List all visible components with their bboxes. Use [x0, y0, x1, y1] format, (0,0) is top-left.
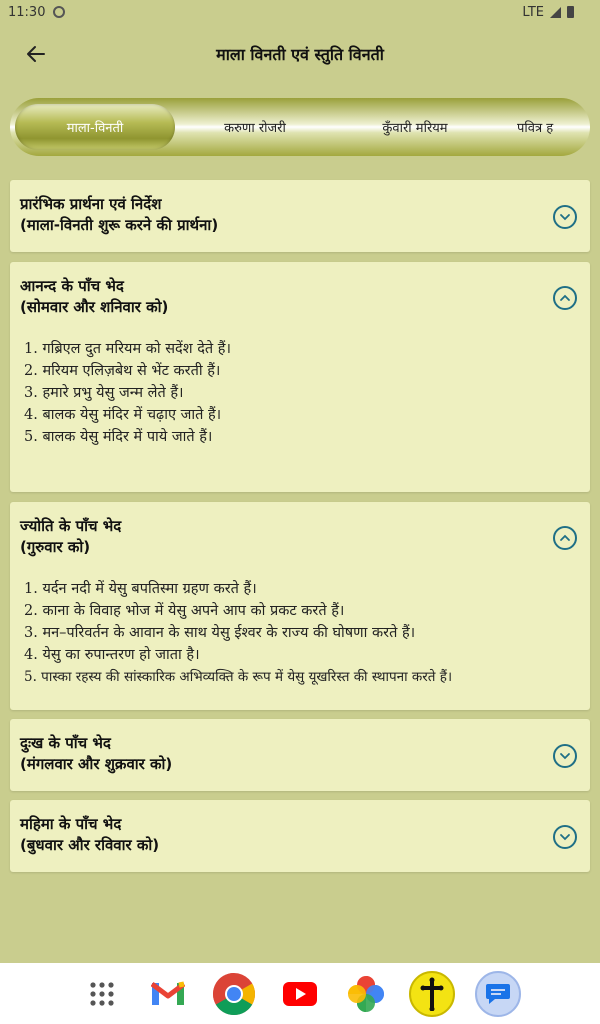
list-item: 2. काना के विवाह भोज में येसु अपने आप को प्रकट करते हैं।	[24, 603, 345, 619]
section-card	[10, 800, 590, 872]
list-item: 1. यर्दन नदी में येसु बपतिस्मा ग्रहण करते हैं।	[24, 581, 257, 597]
section-card	[10, 262, 590, 492]
list-item: 4. येसु का रुपान्तरण हो जाता है।	[24, 647, 200, 663]
tab-mala-vinati[interactable]: माला-विनती	[15, 104, 175, 150]
back-button[interactable]	[22, 40, 50, 68]
section-subtitle: (सोमवार और शनिवार को)	[20, 298, 169, 316]
app-dock	[0, 963, 600, 1024]
photos-icon[interactable]	[343, 971, 389, 1017]
arrow-left-icon	[26, 44, 46, 64]
chevron-down-icon[interactable]	[553, 825, 577, 849]
section-subtitle: (गुरुवार को)	[20, 538, 91, 556]
section-header[interactable]	[10, 502, 590, 558]
cross-app-icon[interactable]	[409, 971, 455, 1017]
chevron-down-icon[interactable]	[553, 205, 577, 229]
tab-bar	[10, 98, 590, 156]
list-item: 3. हमारे प्रभु येसु जन्म लेते हैं।	[24, 385, 184, 401]
section-title: महिमा के पाँच भेद	[20, 815, 122, 833]
mystery-list	[10, 318, 590, 448]
youtube-icon[interactable]	[277, 971, 323, 1017]
status-left	[8, 5, 65, 20]
section-card	[10, 180, 590, 252]
app-drawer-icon[interactable]	[79, 971, 125, 1017]
notification-dot-icon	[53, 6, 65, 18]
gmail-icon[interactable]	[145, 971, 191, 1017]
list-item: 5. बालक येसु मंदिर में पाये जाते हैं।	[24, 429, 213, 445]
app-bar	[0, 26, 600, 82]
chevron-down-icon[interactable]	[553, 744, 577, 768]
tab-karuna-rosary[interactable]: करुणा रोजरी	[224, 121, 286, 136]
section-header[interactable]	[10, 262, 590, 318]
page-title: माला विनती एवं स्तुति विनती	[216, 45, 384, 64]
messages-icon[interactable]	[475, 971, 521, 1017]
section-title: आनन्द के पाँच भेद	[20, 277, 124, 295]
chevron-up-icon[interactable]	[553, 286, 577, 310]
chevron-up-icon[interactable]	[553, 526, 577, 550]
signal-icon	[550, 7, 561, 18]
status-right	[522, 5, 574, 20]
list-item: 1. गब्रिएल दुत मरियम को सदेंश देते हैं।	[24, 341, 231, 357]
section-title: दुःख के पाँच भेद	[20, 734, 111, 752]
status-bar	[0, 0, 600, 24]
network-label: LTE	[522, 4, 544, 20]
section-title: ज्योति के पाँच भेद	[20, 517, 122, 535]
list-item: 4. बालक येसु मंदिर में चढ़ाए जाते हैं।	[24, 407, 222, 423]
section-card	[10, 502, 590, 710]
list-item: 5. पास्का रहस्य की सांस्कारिक अभिव्यक्ति के रूप में येसु यूखरिस्त की स्थापना करते हैं।	[24, 669, 453, 685]
section-subtitle: (माला-विनती शुरू करने की प्रार्थना)	[20, 216, 219, 234]
section-header[interactable]	[10, 719, 590, 775]
status-time: 11:30	[8, 4, 46, 20]
section-subtitle: (बुधवार और रविवार को)	[20, 836, 160, 854]
list-item: 3. मन–परिवर्तन के आवान के साथ येसु ईश्वर के राज्य की घोषणा करते हैं।	[24, 625, 416, 641]
chrome-icon[interactable]	[211, 971, 257, 1017]
section-title: प्रारंभिक प्रार्थना एवं निर्देश	[20, 195, 162, 213]
section-card	[10, 719, 590, 791]
section-header[interactable]	[10, 180, 590, 236]
section-subtitle: (मंगलवार और शुक्रवार को)	[20, 755, 173, 773]
tab-kunwari-mariyam[interactable]: कुँवारी मरियम	[382, 121, 448, 136]
section-header[interactable]	[10, 800, 590, 856]
mystery-list	[10, 558, 590, 688]
battery-icon	[567, 6, 574, 18]
tab-pavitra[interactable]: पवित्र ह	[517, 121, 554, 136]
list-item: 2. मरियम एलिज़बेथ से भेंट करती हैं।	[24, 363, 221, 379]
